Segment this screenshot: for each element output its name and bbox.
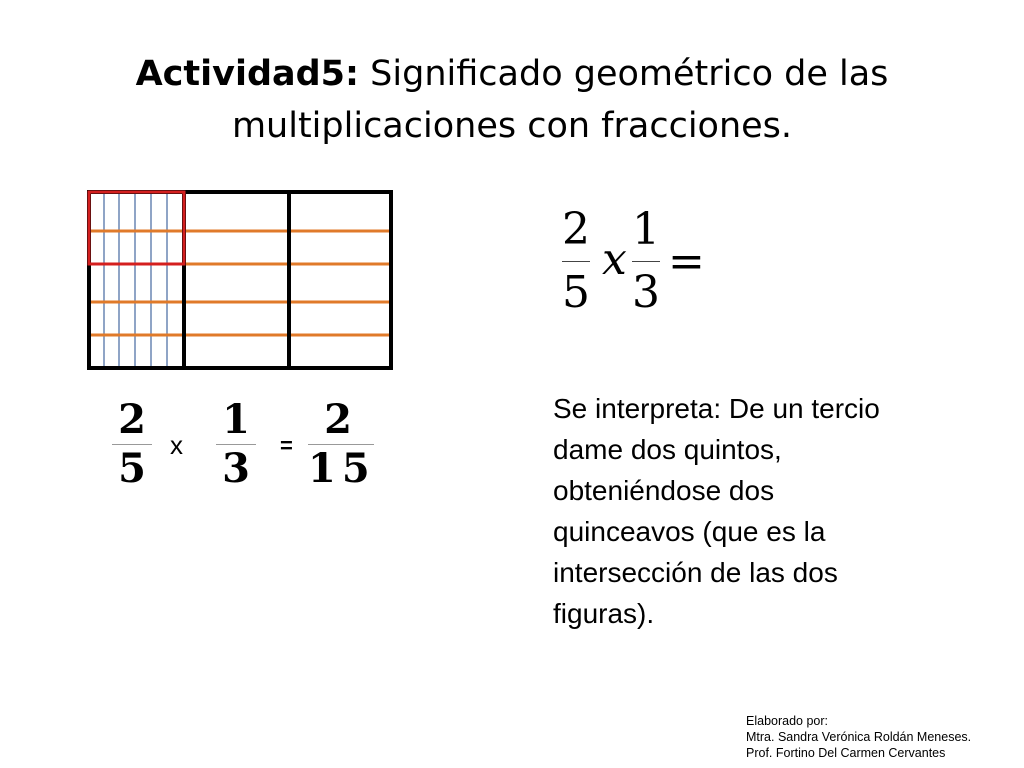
small-right-numerator: 1 bbox=[222, 396, 250, 443]
small-fraction-result bbox=[308, 396, 376, 492]
big-operator: x bbox=[602, 234, 627, 285]
small-equals: = bbox=[280, 433, 293, 458]
small-operator: x bbox=[170, 430, 183, 460]
fifteenths-lines bbox=[104, 192, 167, 368]
small-right-denominator: 3 bbox=[222, 445, 250, 492]
small-left-numerator: 2 bbox=[118, 396, 146, 443]
title-line-2: multiplicaciones con fracciones. bbox=[231, 106, 793, 146]
credits bbox=[746, 713, 971, 761]
big-fraction-right bbox=[632, 205, 660, 318]
big-right-numerator: 1 bbox=[632, 204, 660, 255]
big-left-numerator: 2 bbox=[562, 204, 590, 255]
small-left-denominator: 5 bbox=[118, 445, 146, 492]
credits-line-3: Prof. Fortino Del Carmen Cervantes bbox=[746, 746, 946, 760]
credits-line-1: Elaborado por: bbox=[746, 714, 829, 728]
explanation-text: Se interpreta: De un tercio dame dos quintos, obteniéndose dos quinceavos (que es la intersección de las dos figuras). bbox=[553, 393, 880, 629]
big-left-denominator: 5 bbox=[562, 267, 590, 318]
fraction-bar bbox=[562, 261, 590, 262]
result-denominator: 15 bbox=[308, 445, 376, 492]
big-right-denominator: 3 bbox=[632, 267, 660, 318]
small-fraction-left bbox=[112, 396, 152, 492]
fraction-bar bbox=[632, 261, 660, 262]
big-equals: = bbox=[668, 236, 705, 287]
small-fraction-right bbox=[216, 396, 256, 492]
result-numerator: 2 bbox=[324, 396, 358, 443]
title-activity-label: Actividad5: bbox=[135, 54, 360, 94]
big-fraction-left bbox=[562, 205, 590, 318]
credits-line-2: Mtra. Sandra Verónica Roldán Meneses. bbox=[746, 730, 972, 744]
title-line-1-text: Significado geométrico de las bbox=[370, 54, 889, 94]
